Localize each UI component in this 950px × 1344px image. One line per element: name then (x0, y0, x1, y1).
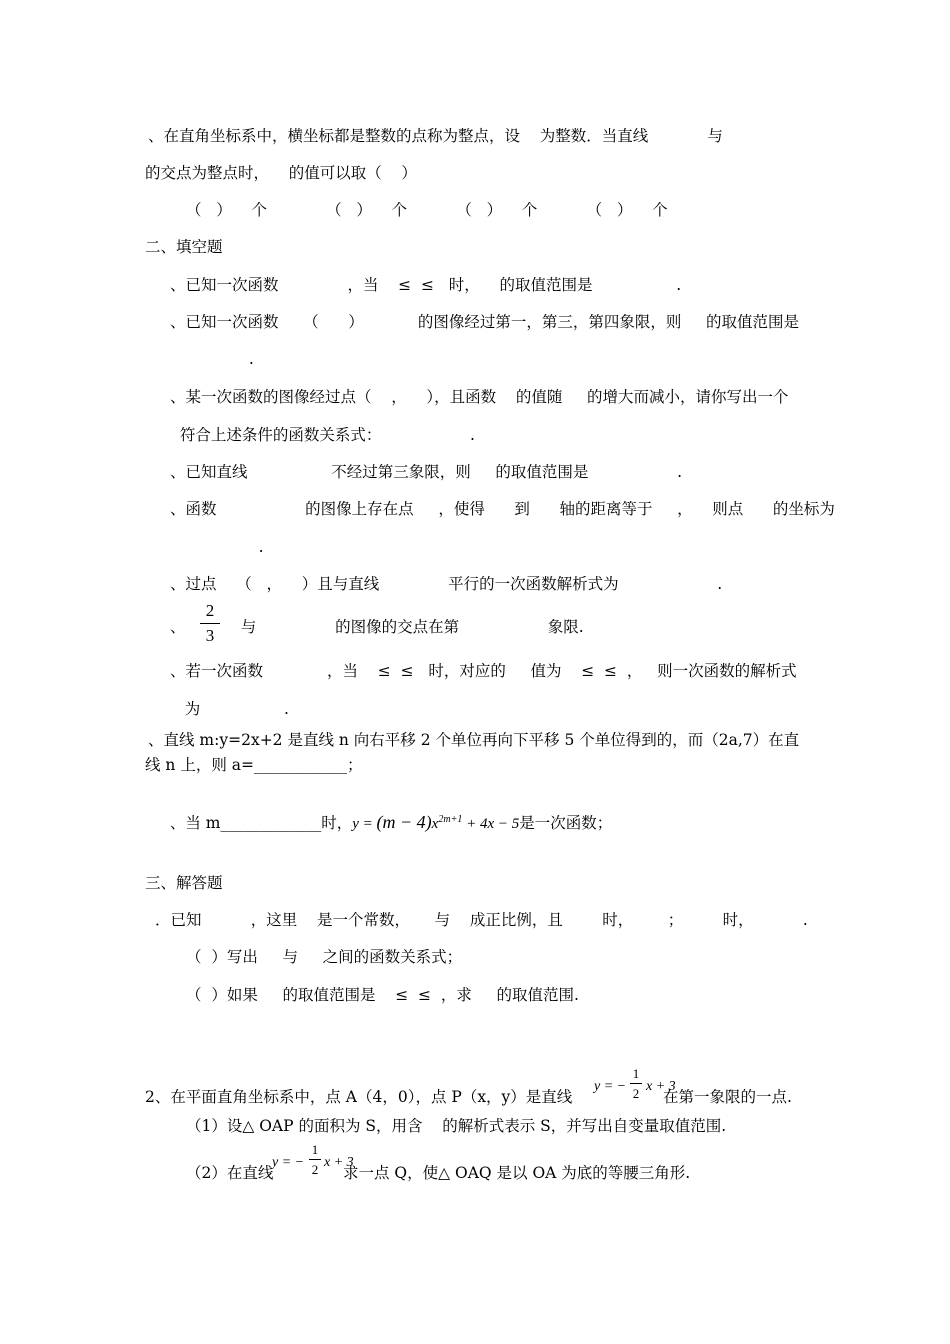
question-suffix: 是一次函数； (519, 814, 613, 832)
question-text: . (170, 350, 254, 368)
fraction-bar (630, 1083, 642, 1084)
fraction (200, 601, 220, 646)
question-text (160, 790, 612, 834)
formula-y: y = − (594, 1079, 627, 1094)
numerator: 1 (632, 1066, 640, 1081)
question-text: 、已知直线 不经过第三象限，则 的取值范围是 . (170, 463, 683, 481)
section-heading: 三、解答题 (145, 874, 223, 892)
question-text: 、 (170, 618, 186, 636)
question-text: （1）设△ OAP 的面积为 S，用含 的解析式表示 S，并写出自变量取值范围. (186, 1117, 727, 1135)
numerator: 2 (205, 601, 215, 620)
question-text: 、函数 的图像上存在点 ，使得 到 轴的距离等于 ， 则点 的坐标为 (170, 500, 835, 518)
question-text: 2、在平面直角坐标系中，点 A（4，0），点 P（x，y）是直线 (145, 1088, 573, 1106)
fraction (309, 1142, 321, 1177)
formula-y: y = − (272, 1155, 305, 1170)
question-text: 为 . (170, 700, 289, 718)
question-text: 、过点 （ ， ）且与直线 平行的一次函数解析式为 . (170, 575, 723, 593)
question-text: 、在直角坐标系中，横坐标都是整数的点称为整点，设 为整数．当直线 与 (148, 127, 723, 145)
question-text: 在第一象限的一点. (663, 1088, 792, 1106)
question-text: （ ）写出 与 之间的函数关系式； (186, 948, 463, 966)
formula-x: x + 3 (646, 1079, 676, 1094)
question-text: 与 的图像的交点在第 象限. (226, 618, 584, 636)
fraction-bar (200, 623, 220, 624)
question-prefix: 、当 m_____________时， (169, 814, 353, 832)
fraction-bar (309, 1159, 321, 1160)
formula: $y = (m - 4)x^{2m+1} + 4x - 5$ (352, 812, 520, 832)
question-text: （2）在直线 (186, 1164, 274, 1182)
fraction (630, 1066, 642, 1101)
question-text: 线 n 上，则 a=____________； (145, 756, 363, 774)
question-text: 求一点 Q，使△ OAQ 是以 OA 为底的等腰三角形. (343, 1164, 691, 1182)
answer-options: （ ） 个 （ ） 个 （ ） 个 （ ） 个 (186, 201, 668, 219)
question-text: 、若一次函数 ，当 ≤ ≤ 时，对应的 值为 ≤ ≤ ， 则一次函数的解析式 (170, 662, 797, 680)
denominator: 3 (205, 626, 215, 645)
question-text: 符合上述条件的函数关系式： . (170, 426, 475, 444)
formula-x: x + 3 (324, 1155, 354, 1170)
question-text: 、直线 m:y=2x+2 是直线 n 向右平移 2 个单位再向下平移 5 个单位得到的，而（2a,7）在直 (148, 731, 800, 749)
question-text: 的交点为整点时， 的值可以取（ ） (145, 164, 417, 182)
question-text: 、已知一次函数 （ ） 的图像经过第一，第三，第四象限，则 的取值范围是 (170, 313, 800, 331)
question-text: ．已知 ，这里 是一个常数， 与 成正比例，且 时， ； 时， . (155, 911, 808, 929)
question-text: 、某一次函数的图像经过点（ ， ），且函数 的值随 的增大而减小，请你写出一个 (170, 388, 789, 406)
numerator: 1 (311, 1142, 319, 1157)
denominator: 2 (632, 1086, 640, 1101)
question-text: . (170, 538, 264, 556)
question-text: （ ）如果 的取值范围是 ≤ ≤ ，求 的取值范围. (186, 986, 579, 1004)
section-heading: 二、填空题 (145, 238, 223, 256)
denominator: 2 (311, 1162, 319, 1177)
question-text: 、已知一次函数 ，当 ≤ ≤ 时， 的取值范围是 . (170, 276, 682, 294)
